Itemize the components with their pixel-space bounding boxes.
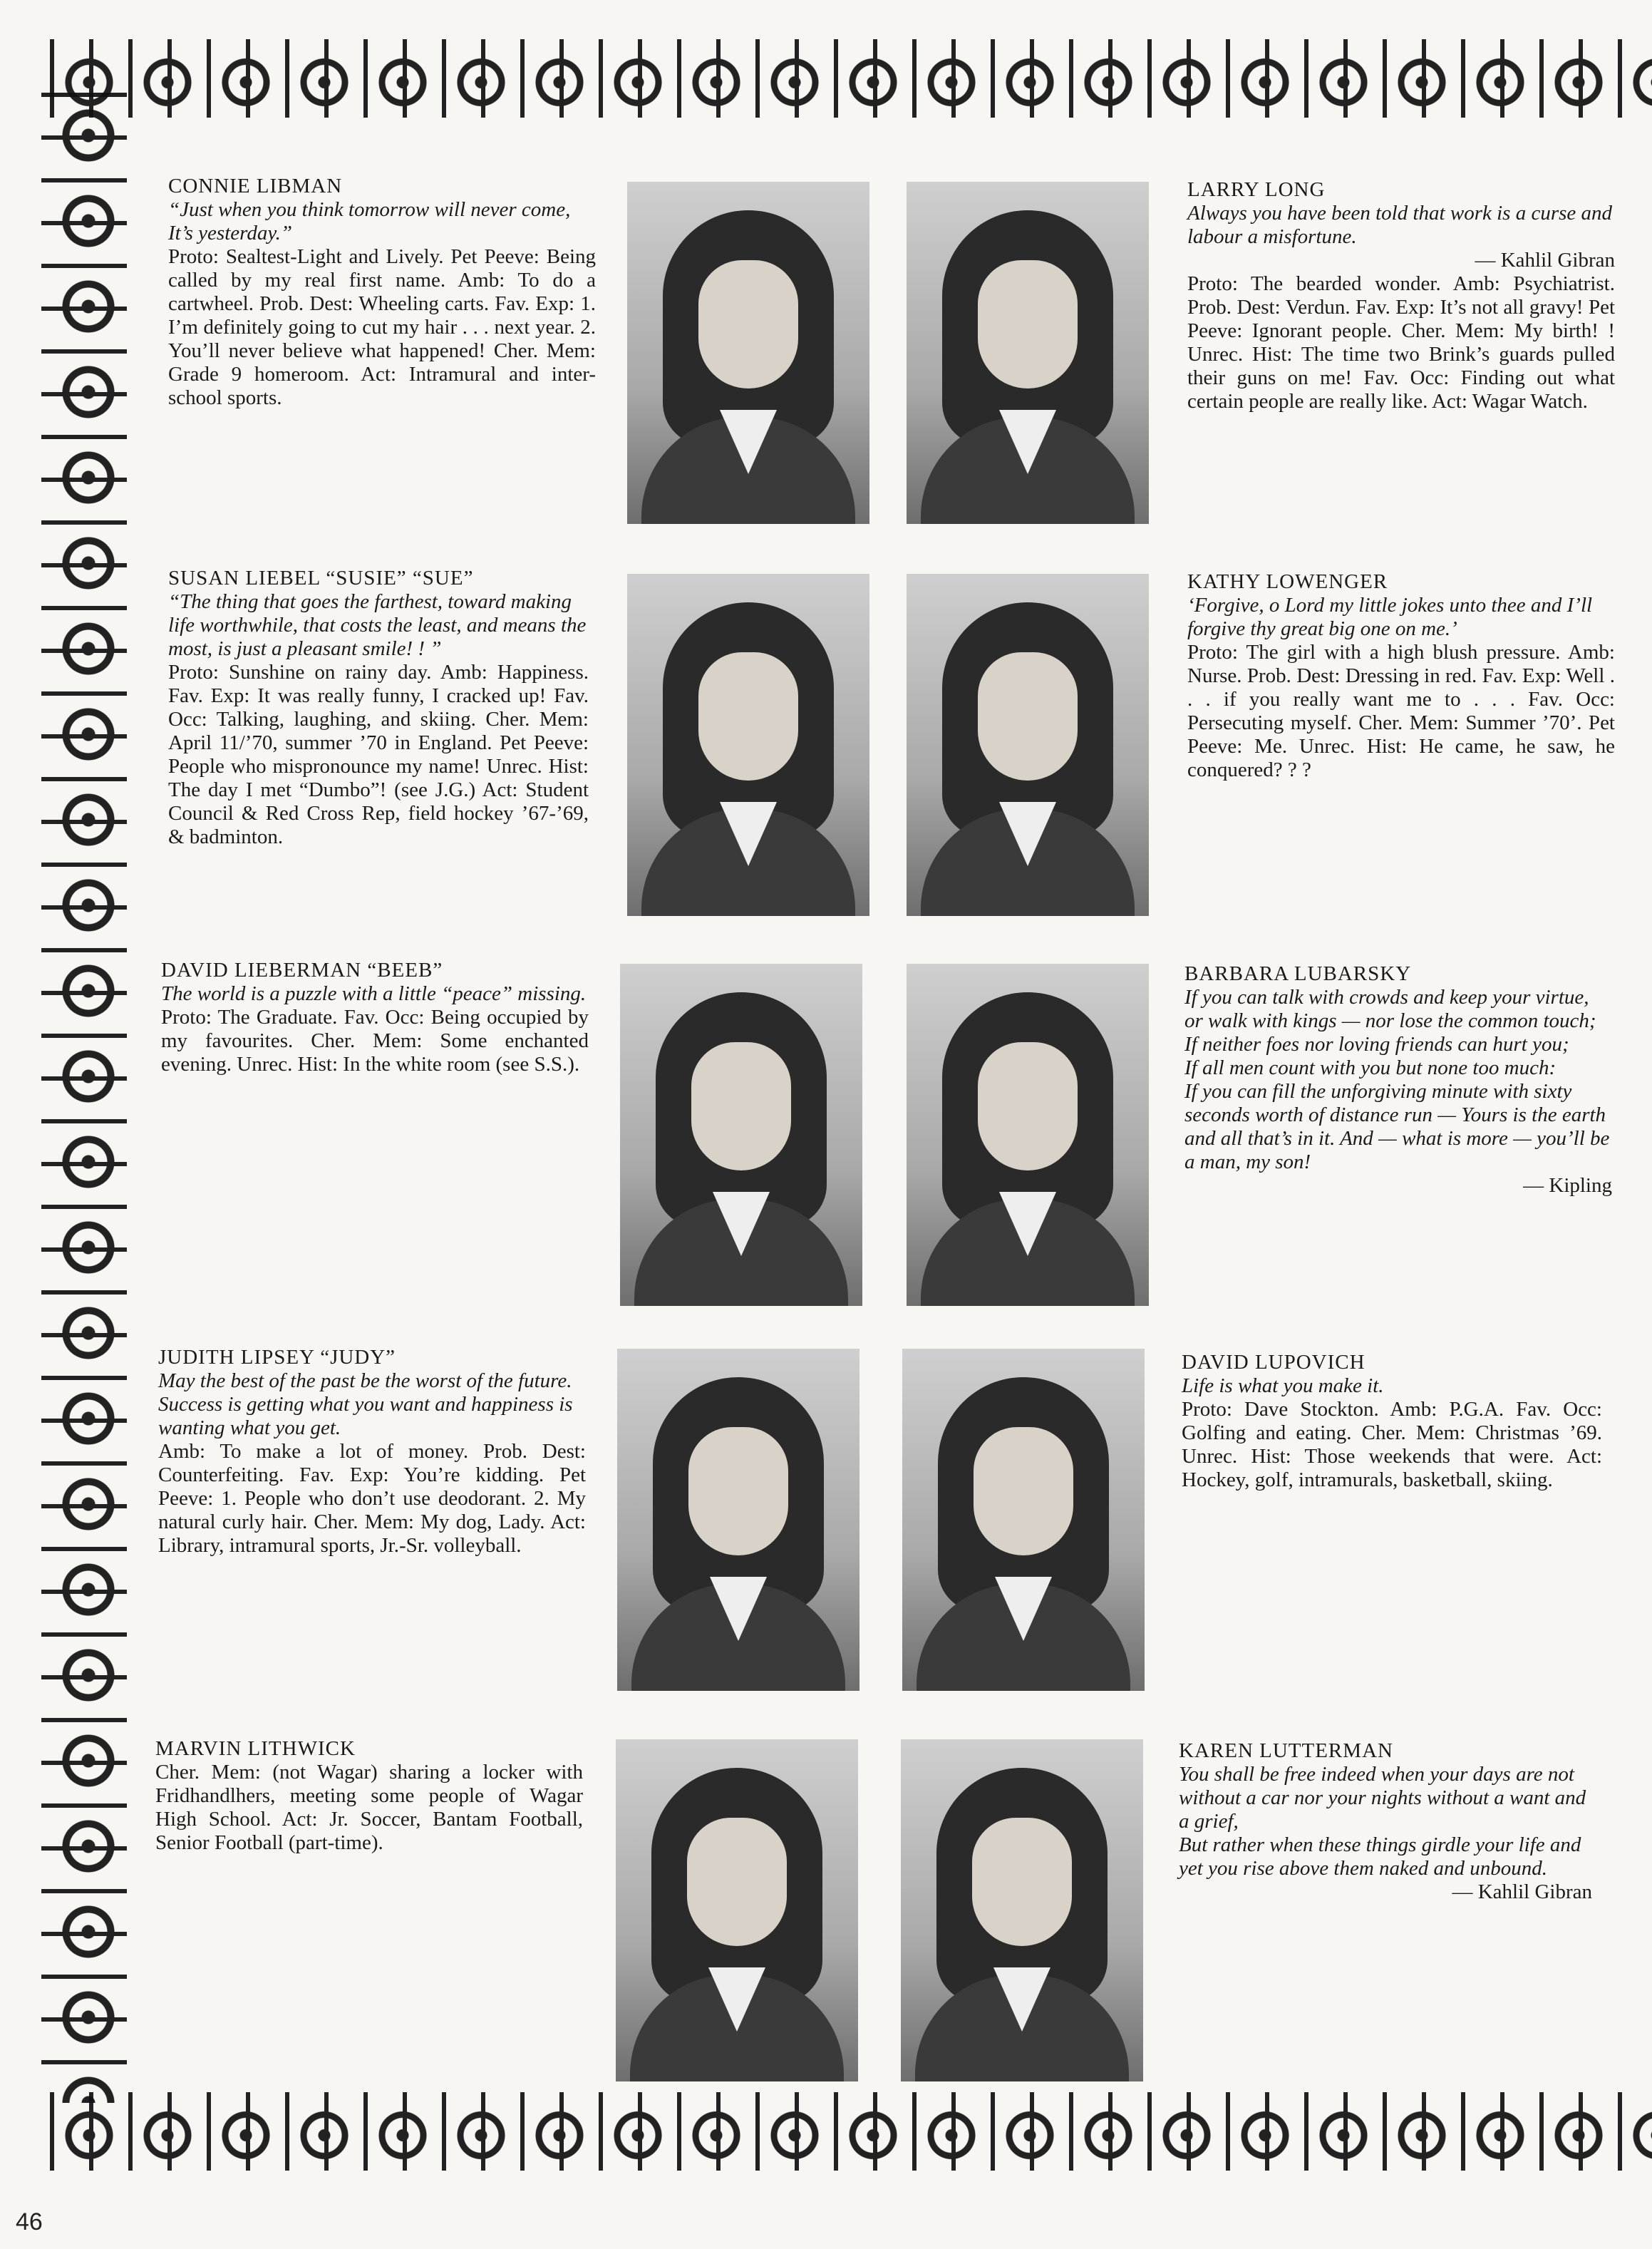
student-entry <box>155 1737 583 1855</box>
student-name: MARVIN LITHWICK <box>155 1737 356 1760</box>
student-quote: The world is a puzzle with a little “peace” missing. <box>161 982 587 1005</box>
student-bio: Proto: Sealtest-Light and Lively. Pet Peeve: Being called by my real first name. Amb: To do a cartwheel. Prob. Dest: Wheeling carts. Fav. Exp: 1. I’m definitely going to cut my hair . . . next year. 2. You’ll never believe what happened! Cher. Mem: Grade 9 homeroom. Act: Intramural and inter-school sports. <box>168 245 596 409</box>
ornamental-border-bottom <box>50 2092 1652 2171</box>
ornamental-border-left <box>41 93 127 2103</box>
student-entry <box>158 1346 586 1558</box>
student-quote: ‘Forgive, o Lord my little jokes unto thee and I’ll forgive thy great big one on me.’ <box>1187 594 1593 640</box>
student-entry <box>1179 1739 1592 1904</box>
student-entry <box>1184 962 1612 1198</box>
student-bio: Cher. Mem: (not Wagar) sharing a locker with Fridhandlhers, meeting some people of Wagar High School. Act: Jr. Soccer, Bantam Football, Senior Football (part-time). <box>155 1761 583 1854</box>
portrait-photo <box>627 182 869 524</box>
ornamental-border-top <box>50 39 1652 118</box>
student-name: KAREN LUTTERMAN <box>1179 1739 1393 1762</box>
student-bio: Proto: Sunshine on rainy day. Amb: Happiness. Fav. Exp: It was really funny, I cracked up! Fav. Occ: Talking, laughing, and skiing. Cher. Mem: April 11/’70, summer ’70 in England. Pet Peeve: People who mispronounce my name! Unrec. Hist: The day I met “Dumbo”! (see J.G.) Act: Student Council & Red Cross Rep, field hockey ’67-’69, & badminton. <box>168 661 589 848</box>
portrait-photo <box>907 964 1149 1306</box>
student-name: JUDITH LIPSEY “JUDY” <box>158 1346 396 1369</box>
portrait-photo <box>907 574 1149 916</box>
portrait-photo <box>620 964 862 1306</box>
student-bio: Proto: The girl with a high blush pressure. Amb: Nurse. Prob. Dest: Dressing in red. Fav. Exp: Well . . . if you really want me to . . . Fav. Occ: Persecuting myself. Cher. Mem: Summer ’70’. Pet Peeve: Me. Unrec. Hist: He came, he saw, he conquered? ? ? <box>1187 641 1615 781</box>
quote-attribution: — Kipling <box>1523 1174 1612 1197</box>
student-entry <box>161 959 589 1076</box>
portrait-photo <box>902 1349 1145 1691</box>
student-name: DAVID LIEBERMAN “BEEB” <box>161 959 443 982</box>
student-name: DAVID LUPOVICH <box>1182 1351 1366 1374</box>
student-bio: Proto: The Graduate. Fav. Occ: Being occupied by my favourites. Cher. Mem: Some enchanted evening. Unrec. Hist: In the white room (see S.S.). <box>161 1006 589 1076</box>
student-name: SUSAN LIEBEL “SUSIE” “SUE” <box>168 567 474 590</box>
student-quote: Life is what you make it. <box>1182 1374 1384 1397</box>
student-bio: Amb: To make a lot of money. Prob. Dest: Counterfeiting. Fav. Exp: You’re kidding. Pet Peeve: 1. People who don’t use deodorant. 2. My natural curly hair. Cher. Mem: My dog, Lady. Act: Library, intramural sports, Jr.-Sr. volleyball. <box>158 1440 586 1557</box>
student-entry <box>1187 178 1615 413</box>
student-entry <box>1182 1351 1602 1492</box>
student-name: LARRY LONG <box>1187 178 1326 201</box>
student-name: CONNIE LIBMAN <box>168 175 343 197</box>
page-number: 46 <box>16 2208 43 2235</box>
student-entry <box>168 175 596 410</box>
student-quote: May the best of the past be the worst of the future. Success is getting what you want and happiness is wanting what you get. <box>158 1369 573 1439</box>
student-quote: You shall be free indeed when your days are not without a car nor your nights without a want and a grief, But rather when these things girdle your life and yet you rise above them naked and unbound. <box>1179 1763 1586 1880</box>
portrait-photo <box>907 182 1149 524</box>
student-quote: “The thing that goes the farthest, toward making life worthwhile, that costs the least, and means the most, is just a pleasant smile! ! ” <box>168 590 587 660</box>
portrait-photo <box>901 1739 1143 2081</box>
student-quote: Always you have been told that work is a curse and labour a misfortune. <box>1187 202 1613 248</box>
portrait-photo <box>617 1349 859 1691</box>
student-bio: Proto: Dave Stockton. Amb: P.G.A. Fav. Occ: Golfing and eating. Cher. Mem: Christmas ’69. Unrec. Hist: Those weekends that were. Act: Hockey, golf, intramurals, basketball, skiing. <box>1182 1398 1602 1491</box>
student-name: KATHY LOWENGER <box>1187 570 1388 593</box>
student-quote: “Just when you think tomorrow will never come, It’s yesterday.” <box>168 198 571 245</box>
student-entry <box>168 567 589 849</box>
portrait-photo <box>616 1739 858 2081</box>
student-bio: Proto: The bearded wonder. Amb: Psychiatrist. Prob. Dest: Verdun. Fav. Exp: It’s not all gravy! Pet Peeve: Ignorant people. Cher. Mem: My birth! ! Unrec. Hist: The time two Brink’s guards pulled their guns on me! Fav. Occ: Finding out what certain people are really like. Act: Wagar Watch. <box>1187 272 1615 413</box>
student-entry <box>1187 570 1615 782</box>
portrait-photo <box>627 574 869 916</box>
student-quote: If you can talk with crowds and keep your virtue, or walk with kings — nor lose the common touch; If neither foes nor loving friends can hurt you; If all men count with you but none too much: If you can fill the unforgiving minute with sixty seconds worth of distance run — Yours is the earth and all that’s in it. And — what is more — you’ll be a man, my son! <box>1184 986 1610 1173</box>
student-name: BARBARA LUBARSKY <box>1184 962 1412 985</box>
quote-attribution: — Kahlil Gibran <box>1475 249 1615 272</box>
quote-attribution: — Kahlil Gibran <box>1452 1880 1592 1903</box>
